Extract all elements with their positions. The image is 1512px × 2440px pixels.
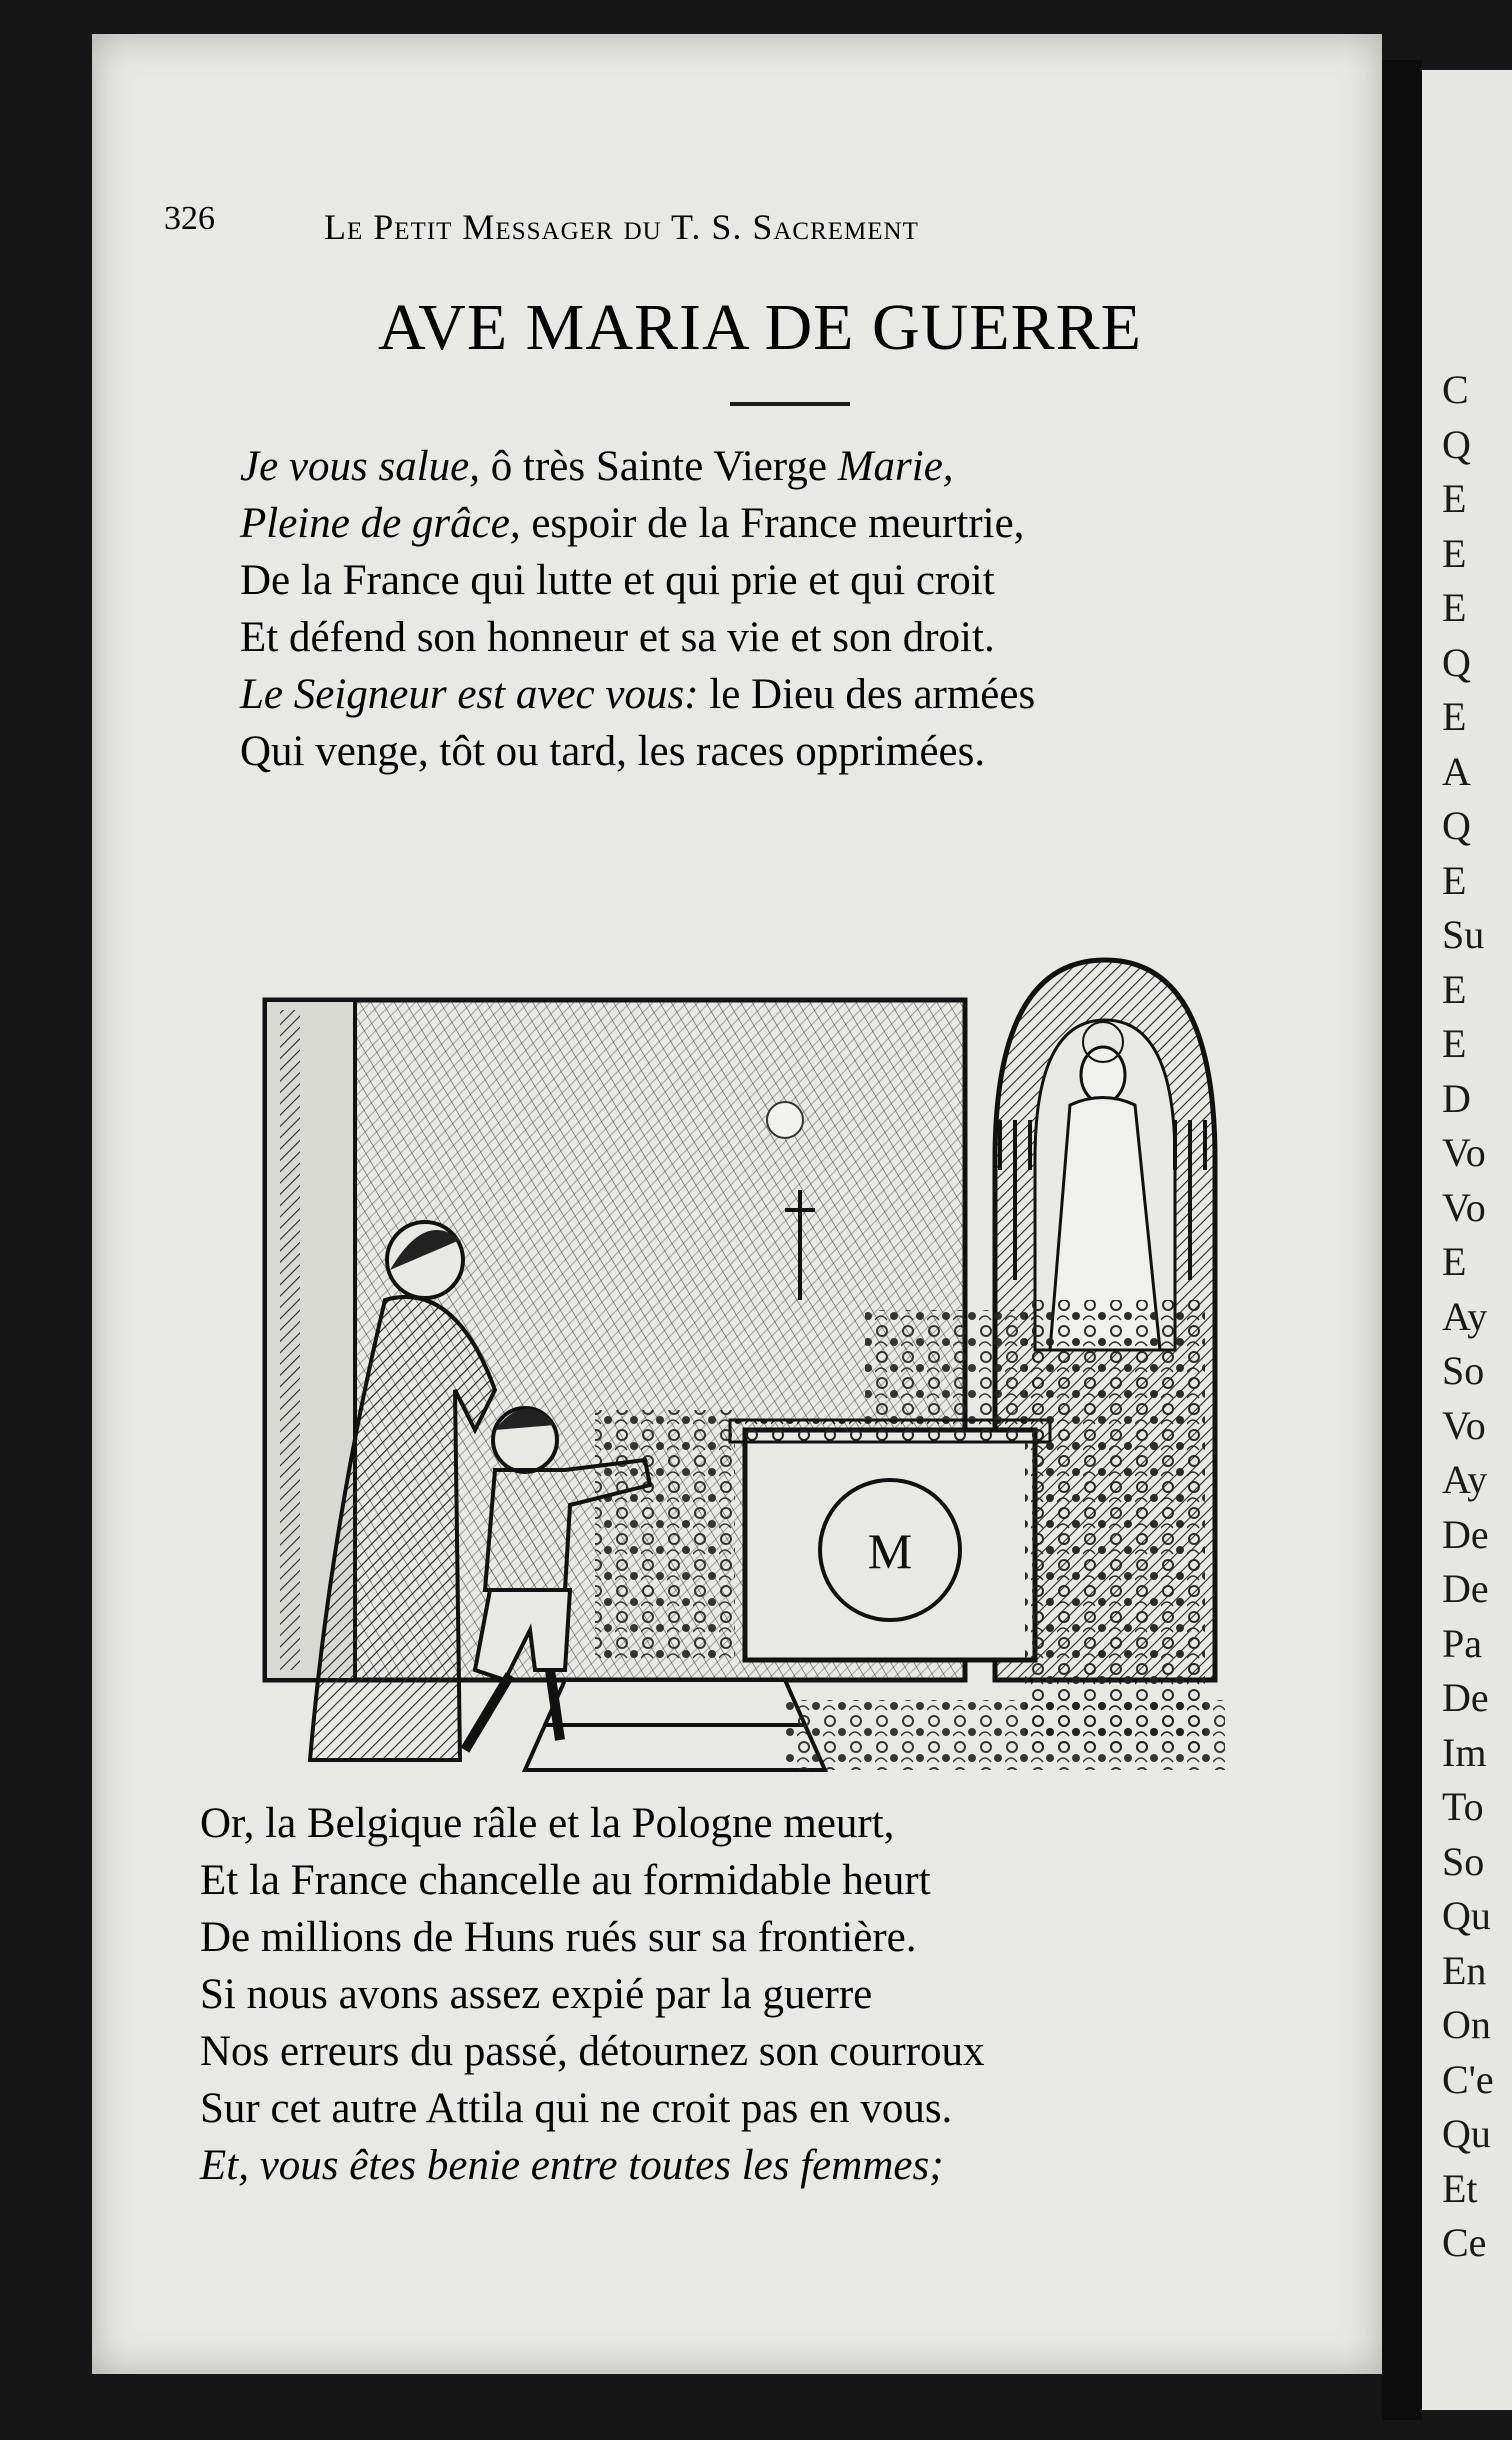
flower-bed [1025, 1300, 1205, 1750]
facing-page-letter: C'e [1442, 2056, 1494, 2102]
facing-page-letter: Q [1442, 639, 1471, 685]
facing-page-letter: Su [1442, 912, 1485, 957]
poem-line: Qui venge, tôt ou tard, les races opprimées. [240, 728, 986, 775]
facing-page-letter: So [1442, 1348, 1485, 1393]
poem-line: Et, vous êtes benie entre toutes les femmes; [200, 2142, 944, 2189]
facing-page-letter: On [1442, 2002, 1491, 2047]
facing-page-letter: E [1442, 857, 1467, 903]
poem-line: Et défend son honneur et sa vie et son droit. [240, 614, 995, 661]
poem-line: Nos erreurs du passé, détournez son courroux [200, 2028, 985, 2075]
facing-page-letter: E [1442, 585, 1467, 630]
poem-line: Si nous avons assez expié par la guerre [200, 1971, 873, 2018]
facing-page-letter: Q [1442, 421, 1471, 467]
facing-page-letter: A [1442, 748, 1471, 794]
facing-page-letter: Vo [1442, 1402, 1486, 1448]
running-title: Le Petit Messager du T. S. Sacrement [324, 207, 919, 247]
page-number: 326 [164, 200, 215, 237]
facing-page-letter: Pa [1442, 1620, 1482, 1666]
poem-line: Je vous salue, ô très Sainte Vierge Marie, [240, 443, 954, 490]
poem-line: Or, la Belgique râle et la Pologne meurt, [200, 1800, 895, 1847]
facing-page-letter: D [1442, 1075, 1471, 1121]
facing-page-letter: Vo [1442, 1184, 1486, 1230]
poem-line: De millions de Huns rués sur sa frontière. [200, 1914, 917, 1961]
poem-line: Sur cet autre Attila qui ne croit pas en vous. [200, 2085, 953, 2132]
facing-page-letter: De [1442, 1511, 1489, 1557]
facing-page-letter: E [1442, 530, 1467, 576]
facing-page-letter: E [1442, 966, 1467, 1012]
facing-page-letter: Qu [1442, 2111, 1491, 2156]
flower-bed [595, 1410, 735, 1660]
svg-text:M: M [867, 1523, 913, 1579]
facing-page-letter: To [1442, 1784, 1484, 1829]
facing-page-letter: Ce [1442, 2220, 1487, 2265]
poem-title: AVE MARIA DE GUERRE [378, 291, 1142, 364]
facing-page-letter: Et [1442, 2165, 1478, 2211]
facing-page-letter: De [1442, 1675, 1489, 1720]
facing-page-letter: De [1442, 1566, 1489, 1611]
running-head [164, 170, 1214, 247]
facing-page-letter: En [1442, 1947, 1487, 1993]
facing-page-letter: E [1442, 1239, 1467, 1284]
stanza-2 [200, 1795, 985, 2194]
facing-page-letter: Vo [1442, 1130, 1486, 1175]
book-gutter [1382, 60, 1422, 2420]
title-divider [730, 402, 850, 406]
facing-page-letter: So [1442, 1838, 1485, 1884]
facing-page-letter: Qu [1442, 1893, 1491, 1938]
facing-page-letter: Ay [1442, 1457, 1488, 1502]
poem-line: De la France qui lutte et qui prie et qui croit [240, 557, 995, 604]
facing-page-letter: E [1442, 694, 1467, 739]
stanza-1 [240, 438, 1035, 780]
facing-page-letter: C [1442, 367, 1469, 412]
poem-line: Et la France chancelle au formidable heurt [200, 1857, 931, 1904]
facing-page-letter: Im [1442, 1729, 1487, 1775]
poem-line: Pleine de grâce, espoir de la France meurtrie, [240, 500, 1025, 547]
facing-page-letter: E [1442, 1021, 1467, 1066]
poem-line: Le Seigneur est avec vous: le Dieu des armées [240, 671, 1036, 718]
lamp-glow [767, 1102, 803, 1138]
engraving-illustration [225, 830, 1295, 1780]
facing-page-letter: Q [1442, 803, 1471, 848]
facing-page-letter: E [1442, 476, 1467, 521]
facing-page-edge [1422, 70, 1512, 2410]
facing-page-letter: Ay [1442, 1293, 1488, 1339]
